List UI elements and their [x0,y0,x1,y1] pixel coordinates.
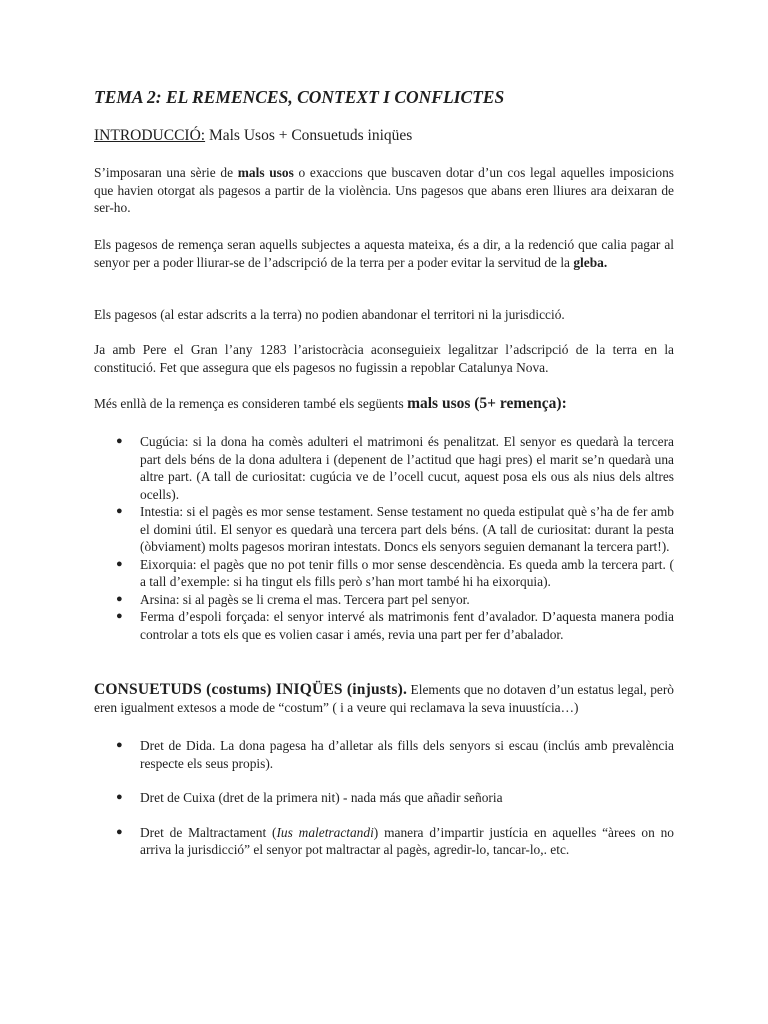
list-item [94,737,674,772]
bullet-icon: ● [116,791,123,803]
list-item [94,824,674,859]
p2-text-a: Els pagesos de remença seran aquells subjectes a aquesta mateixa, és a dir, a la redenció que calia pagar al senyor per a poder lliurar-se de l’adscripció de la terra per a poder evitar la servitud de la [94,237,674,270]
bullet-icon: ● [116,825,123,838]
consuetuds-heading: CONSUETUDS (costums) INIQÜES (injusts). [94,681,408,698]
list-item [94,789,674,807]
list-item [94,556,674,591]
list-item-text: Dret de Cuixa (dret de la primera nit) - nada más que añadir señoria [140,790,503,805]
list-item [94,503,674,556]
p1-text-c: o exaccions que buscaven dotar d’un cos legal aquelles imposicions que havien otorgat als pagesos a partir de la violència. Uns pagesos que abans eren lliures ara deixaran de ser-ho. [94,165,675,215]
p1-text-a: S’imposaran una sèrie de [94,165,238,180]
paragraph-adscrits: Els pagesos (al estar adscrits a la terra) no podien abandonar el territori ni la jurisdicció. [94,307,565,322]
consuetuds-text: Elements que no dotaven d’un estatus legal, però eren igualment extesos a mode de “costum” ( i a veure qui reclamava la seva inuustícia…) [94,682,674,715]
list-item-text: ) manera d’impartir justícia en aquelles “àrees on no arriva la jurisdicció” el senyor pot maltractar al pagès, agredir-lo, tancar-lo,. etc. [140,824,675,857]
p1-bold: mals usos [237,165,294,180]
drets-list [94,737,674,876]
paragraph-mals-usos-list-intro [94,395,674,413]
bullet-icon: ● [116,592,123,605]
list-item-text: Cugúcia: si la dona ha comès adulteri el matrimoni és penalitzat. El senyor es quedarà la tercera part dels béns de la dona adultera i (depenent de l’actitud que hagi pres) el marit se’n quedarà una altre part. (A tall de curiositat: cugúcia ve de l’ocell cucut, aquest posa els ous als nius dels altres ocells). [140,434,674,502]
paragraph-pere-el-gran: Ja amb Pere el Gran l’any 1283 l’aristocràcia aconseguieix legalitzar l’adscripció de la terra en la constitució. Fet que assegura que els pagesos no fugissin a repoblar Catalunya Nova. [94,342,674,375]
bullet-icon: ● [116,505,123,517]
list-item-text: Eixorquia: el pagès que no pot tenir fills o mor sense descendència. Es queda amb la tercera part. ( a tall d’exemple: si ha tingut els fills però s’han mort també hi ha eixorquia). [140,556,674,589]
intro-label: INTRODUCCIÓ: [94,127,206,144]
document-title: TEMA 2: EL REMENCES, CONTEXT I CONFLICTES [94,87,505,107]
intro-rest: Mals Usos + Consuetuds iniqües [205,127,413,144]
paragraph-consuetuds [94,681,674,716]
bullet-icon: ● [116,739,123,751]
list-item [94,591,674,609]
list-item [94,608,674,643]
list-item-text: Arsina: si al pagès se li crema el mas. Tercera part pel senyor. [140,591,470,607]
bullet-icon: ● [116,435,123,447]
list-item-italic: Ius maletractandi [276,824,374,840]
bullet-icon: ● [116,610,123,622]
list-item-text: Dret de Dida. La dona pagesa ha d’alletar als fills dels senyors si escau (inclús amb prevalència respecte els seus propis). [140,738,674,771]
list-item [94,433,674,503]
list-item-text: Intestia: si el pagès es mor sense testament. Sense testament no queda estipulat què s’ha de fer amb el domini útil. El senyor es quedarà una tercera part dels béns. (A tall de curiositat: durant la pesta (òbviament) molts pagesos moriran intestats. Doncs els senyors seguien demanant la tercera part!). [140,504,674,554]
bullet-icon: ● [116,557,123,570]
paragraph-remenca [94,236,674,271]
list-item-text: Ferma d’espoli forçada: el senyor intervé als matrimonis fent d’avalador. D’aquesta manera podia controlar a tots els que es volien casar i amés, revia una part per fer d’abalador. [140,609,674,642]
list-item-text: Dret de Maltractament ( [140,824,277,840]
intro-line [94,126,412,146]
p2-bold: gleba. [573,254,608,270]
p5-bold: mals usos (5+ remença): [407,395,567,412]
p5-text-a: Més enllà de la remença es consideren també els següents [94,396,408,411]
mals-usos-list [94,433,674,643]
paragraph-mals-usos-intro [94,164,674,217]
